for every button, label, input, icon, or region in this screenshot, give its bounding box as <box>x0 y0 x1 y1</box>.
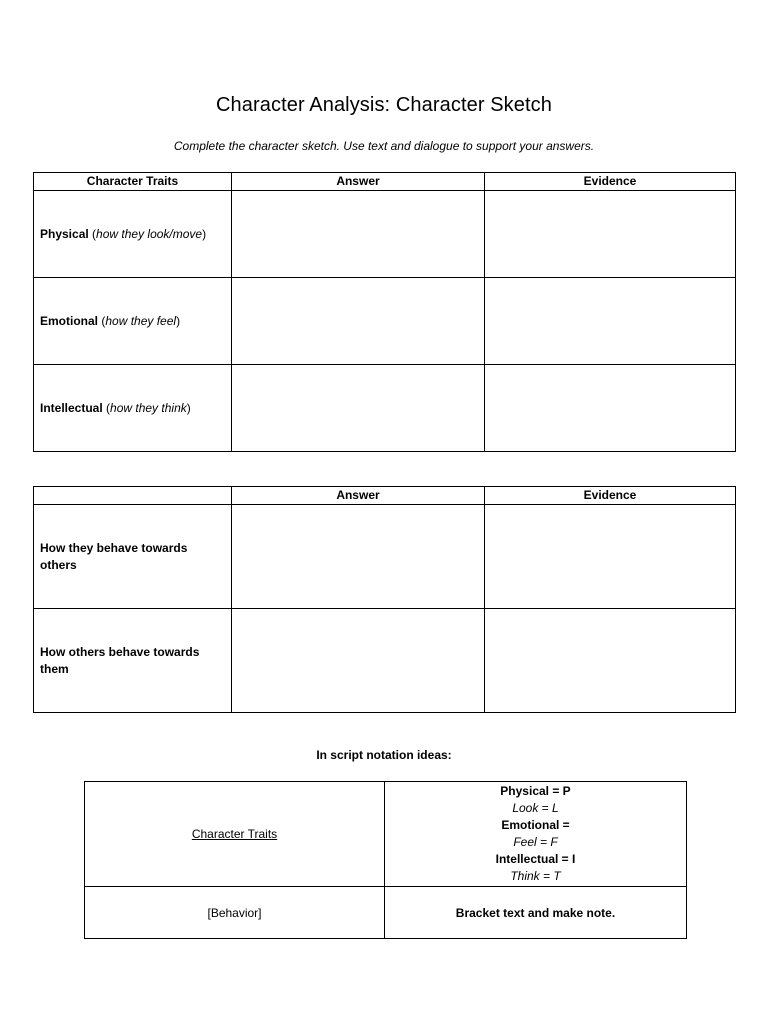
notation-key-line: Feel = F <box>513 835 558 849</box>
table-row-emotional <box>34 278 736 365</box>
row-label <box>34 609 232 713</box>
notation-key-line: Look = L <box>512 801 559 815</box>
row-label <box>34 505 232 609</box>
evidence-cell[interactable] <box>485 365 736 452</box>
header-blank <box>34 487 232 505</box>
notation-key-line: Intellectual = I <box>495 852 576 866</box>
table-header-row <box>34 487 736 505</box>
behavior-table <box>33 486 736 713</box>
trait-hint: how they look/move <box>96 227 203 241</box>
answer-cell[interactable] <box>232 191 485 278</box>
evidence-cell[interactable] <box>485 278 736 365</box>
header-evidence: Evidence <box>485 173 736 191</box>
header-character-traits: Character Traits <box>34 173 232 191</box>
traits-label: Character Traits <box>191 827 278 841</box>
table-header-row <box>34 173 736 191</box>
behavior-note-cell: Bracket text and make note. <box>385 887 687 939</box>
trait-hint: how they think <box>110 401 187 415</box>
row-label: Emotional (how they feel) <box>34 278 232 365</box>
table-row-others-behave-towards-them <box>34 609 736 713</box>
notation-table <box>84 781 687 939</box>
behavior-label: How others behave towards them <box>40 644 200 676</box>
row-label: Physical (how they look/move) <box>34 191 232 278</box>
answer-cell[interactable] <box>232 609 485 713</box>
traits-label-cell <box>85 782 385 887</box>
notation-key-line: Emotional = <box>501 818 570 832</box>
header-answer: Answer <box>232 487 485 505</box>
page-title: Character Analysis: Character Sketch <box>216 94 552 116</box>
notation-key-line: Think = T <box>510 869 561 883</box>
table-row-intellectual <box>34 365 736 452</box>
answer-cell[interactable] <box>232 505 485 609</box>
character-traits-table <box>33 172 736 452</box>
evidence-cell[interactable] <box>485 505 736 609</box>
table-row <box>85 782 687 887</box>
evidence-cell[interactable] <box>485 191 736 278</box>
behavior-label: How they behave towards others <box>40 540 188 572</box>
trait-name: Physical <box>40 227 89 241</box>
answer-cell[interactable] <box>232 365 485 452</box>
trait-hint: how they feel <box>105 314 177 328</box>
table-row-physical <box>34 191 736 278</box>
row-label: Intellectual (how they think) <box>34 365 232 452</box>
header-evidence: Evidence <box>485 487 736 505</box>
table-row <box>85 887 687 939</box>
instructions: Complete the character sketch. Use text and dialogue to support your answers. <box>173 139 595 153</box>
notation-key-line: Physical = P <box>500 784 571 798</box>
notation-key-cell <box>385 782 687 887</box>
trait-name: Intellectual <box>40 401 103 415</box>
header-answer: Answer <box>232 173 485 191</box>
table-row-behave-towards-others <box>34 505 736 609</box>
behavior-label-cell: [Behavior] <box>85 887 385 939</box>
trait-name: Emotional <box>40 314 99 328</box>
notation-heading: In script notation ideas: <box>316 748 452 762</box>
evidence-cell[interactable] <box>485 609 736 713</box>
answer-cell[interactable] <box>232 278 485 365</box>
